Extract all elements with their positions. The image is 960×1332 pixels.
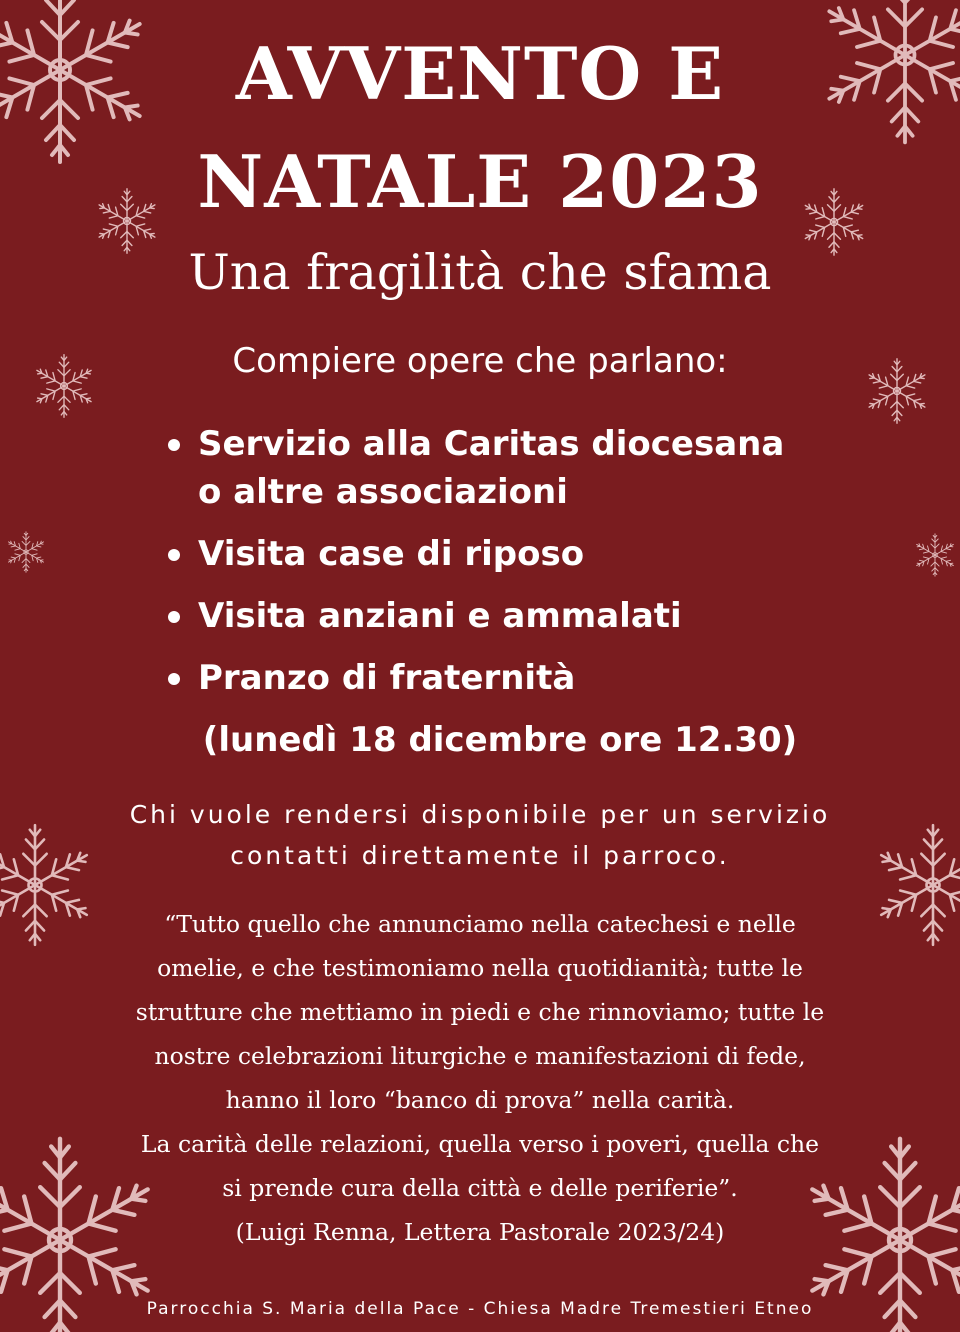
quote-line: “Tutto quello che annunciamo nella catechesi e nelle (164, 910, 796, 938)
intro-text: Compiere opere che parlano: (232, 341, 728, 381)
snowflake-icon (912, 532, 958, 578)
contact-line: Chi vuole rendersi disponibile per un servizio (129, 800, 831, 829)
quote-attribution: (Luigi Renna, Lettera Pastorale 2023/24) (235, 1218, 725, 1246)
list-item-text: Visita anziani e ammalati (198, 596, 682, 636)
list-item (164, 654, 864, 702)
list-item-text: Visita case di riposo (198, 534, 585, 574)
list-item (164, 592, 864, 640)
contact-note (0, 794, 960, 876)
parish-footer: Parrocchia S. Maria della Pace - Chiesa Madre Tremestieri Etneo (146, 1299, 814, 1319)
activities-list (164, 420, 864, 716)
list-item (164, 420, 864, 516)
title-line-2: NATALE 2023 (197, 139, 763, 224)
quote-line: La carità delle relazioni, quella verso i poveri, quella che (140, 1130, 820, 1158)
list-item-text-continued: o altre associazioni (198, 472, 568, 512)
quote-line: si prende cura della città e delle periferie”. (222, 1174, 738, 1202)
list-item-text: Pranzo di fraternità (198, 658, 576, 698)
contact-line: contatti direttamente il parroco. (230, 841, 730, 870)
bullet-icon (168, 439, 180, 451)
list-item-text: Servizio alla Caritas diocesana (198, 424, 785, 464)
quote-line: strutture che mettiamo in piedi e che rinnoviamo; tutte le (135, 998, 825, 1026)
snowflake-icon (4, 530, 48, 574)
quote-line: hanno il loro “banco di prova” nella carità. (225, 1086, 735, 1114)
pastoral-quote (40, 902, 920, 1254)
bullet-icon (168, 611, 180, 623)
quote-line: omelie, e che testimoniamo nella quotidianità; tutte le (157, 954, 803, 982)
subtitle: Una fragilità che sfama (188, 244, 772, 301)
title-line-1: AVVENTO E (235, 31, 725, 116)
lunch-date-note: (lunedì 18 dicembre ore 12.30) (202, 720, 798, 760)
quote-line: nostre celebrazioni liturgiche e manifestazioni di fede, (154, 1042, 806, 1070)
list-item (164, 530, 864, 578)
bullet-icon (168, 549, 180, 561)
bullet-icon (168, 673, 180, 685)
